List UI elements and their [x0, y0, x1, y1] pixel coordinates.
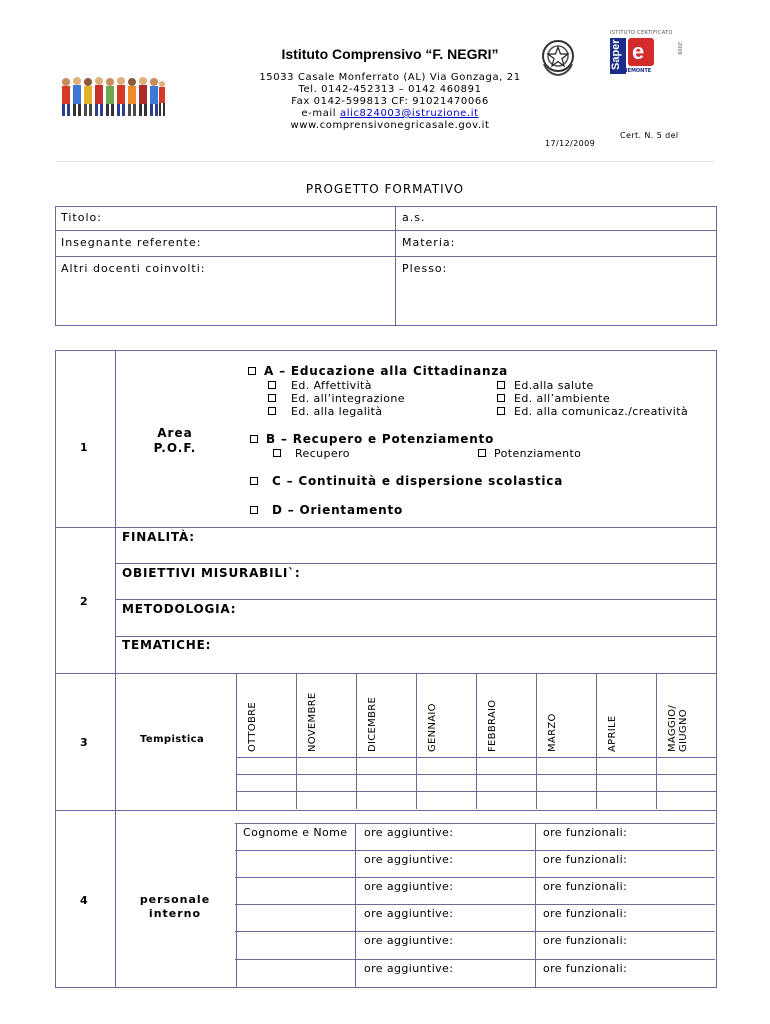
cert-date: 17/12/2009 — [545, 139, 596, 148]
a-item-left-1: Ed. all’integrazione — [291, 392, 405, 405]
checkbox-a[interactable] — [248, 367, 256, 375]
obiettivi-field[interactable]: OBIETTIVI MISURABILI`: — [122, 566, 301, 580]
email-link[interactable]: alic824003@istruzione.it — [339, 108, 479, 119]
month-ottobre: OTTOBRE — [247, 701, 258, 752]
section3-number: 3 — [80, 736, 89, 749]
b-item-1: Potenziamento — [494, 447, 582, 460]
metodologia-field[interactable]: METODOLOGIA: — [122, 602, 237, 616]
row1-ore-aggiuntive[interactable]: ore aggiuntive: — [364, 853, 454, 866]
altri-docenti-field[interactable]: Altri docenti coinvolti: — [61, 262, 206, 275]
area-label-1: Area — [157, 426, 193, 440]
row3-ore-aggiuntive[interactable]: ore aggiuntive: — [364, 907, 454, 920]
row0-ore-aggiuntive[interactable]: ore aggiuntive: — [364, 826, 454, 839]
school-address: 15033 Casale Monferrato (AL) Via Gonzaga, 21 — [259, 72, 521, 83]
a-item-right-0: Ed.alla salute — [514, 379, 594, 392]
row2-ore-funzionali[interactable]: ore funzionali: — [543, 880, 628, 893]
section2-number: 2 — [80, 595, 89, 608]
personale-table — [235, 823, 716, 987]
area-d-title: D – Orientamento — [272, 503, 404, 517]
month-novembre: NOVEMBRE — [307, 692, 318, 752]
materia-field[interactable]: Materia: — [402, 236, 456, 249]
plesso-field[interactable]: Plesso: — [402, 262, 448, 275]
info-table — [55, 206, 717, 326]
header-divider — [56, 161, 714, 162]
checkbox-a-left-1[interactable] — [268, 394, 276, 402]
row4-ore-funzionali[interactable]: ore funzionali: — [543, 934, 628, 947]
section1-number: 1 — [80, 441, 89, 454]
a-item-right-2: Ed. alla comunicaz./creatività — [514, 405, 689, 418]
row0-ore-funzionali[interactable]: ore funzionali: — [543, 826, 628, 839]
a-item-left-0: Ed. Affettività — [291, 379, 372, 392]
month-febbraio: FEBBRAIO — [487, 699, 498, 752]
personale-label-2: interno — [148, 907, 202, 920]
area-label-2: P.O.F. — [153, 441, 197, 455]
logo-saper-text: Saper — [610, 39, 622, 70]
school-tel: Tel. 0142-452313 – 0142 460891 — [298, 84, 482, 95]
month-gennaio: GENNAIO — [427, 703, 438, 752]
checkbox-b-0[interactable] — [273, 449, 281, 457]
month-maggio-giugno: MAGGIO/ GIUGNO — [667, 704, 689, 752]
checkbox-b-1[interactable] — [478, 449, 486, 457]
month-marzo: MARZO — [547, 713, 558, 752]
col-cognome-nome: Cognome e Nome — [243, 826, 348, 839]
row3-ore-funzionali[interactable]: ore funzionali: — [543, 907, 628, 920]
saperi-logo — [608, 30, 682, 78]
logo-small-text: PIEMONTE — [622, 68, 652, 74]
row4-ore-aggiuntive[interactable]: ore aggiuntive: — [364, 934, 454, 947]
section4-number: 4 — [80, 894, 89, 907]
logo-year-text: 2009 — [676, 42, 682, 55]
area-a-title: A – Educazione alla Cittadinanza — [264, 364, 509, 378]
row5-ore-aggiuntive[interactable]: ore aggiuntive: — [364, 962, 454, 975]
logo-top-text: ISTITUTO CERTIFICATO — [610, 30, 673, 36]
titolo-field[interactable]: Titolo: — [61, 211, 102, 224]
checkbox-a-left-0[interactable] — [268, 381, 276, 389]
tempistica-label: Tempistica — [140, 734, 205, 745]
school-email-line — [240, 108, 540, 119]
email-prefix: e-mail — [301, 108, 340, 119]
personale-label-1: personale — [139, 893, 211, 906]
school-website: www.comprensivonegricasale.gov.it — [290, 120, 490, 131]
cert-text: Cert. N. 5 del — [620, 131, 679, 140]
row5-ore-funzionali[interactable]: ore funzionali: — [543, 962, 628, 975]
as-field[interactable]: a.s. — [402, 211, 426, 224]
school-name: Istituto Comprensivo “F. NEGRI” — [281, 46, 499, 62]
people-logo — [60, 76, 166, 118]
republic-emblem-icon — [538, 36, 578, 78]
checkbox-c[interactable] — [250, 477, 258, 485]
area-b-title: B – Recupero e Potenziamento — [266, 432, 495, 446]
b-item-0: Recupero — [295, 447, 350, 460]
tematiche-field[interactable]: TEMATICHE: — [122, 638, 212, 652]
month-dicembre: DICEMBRE — [367, 696, 378, 752]
form-title: PROGETTO FORMATIVO — [305, 182, 465, 196]
checkbox-a-left-2[interactable] — [268, 407, 276, 415]
checkbox-b[interactable] — [250, 435, 258, 443]
month-aprile: APRILE — [607, 715, 618, 752]
school-fax: Fax 0142-599813 CF: 91021470066 — [291, 96, 489, 107]
row2-ore-aggiuntive[interactable]: ore aggiuntive: — [364, 880, 454, 893]
finalita-field[interactable]: FINALITÀ: — [122, 530, 195, 544]
a-item-right-1: Ed. all’ambiente — [514, 392, 610, 405]
checkbox-a-right-2[interactable] — [497, 407, 505, 415]
checkbox-a-right-0[interactable] — [497, 381, 505, 389]
checkbox-d[interactable] — [250, 506, 258, 514]
row1-ore-funzionali[interactable]: ore funzionali: — [543, 853, 628, 866]
logo-q-text: e — [632, 39, 645, 64]
area-c-title: C – Continuità e dispersione scolastica — [272, 474, 564, 488]
a-item-left-2: Ed. alla legalità — [291, 405, 383, 418]
insegnante-field[interactable]: Insegnante referente: — [61, 236, 202, 249]
checkbox-a-right-1[interactable] — [497, 394, 505, 402]
